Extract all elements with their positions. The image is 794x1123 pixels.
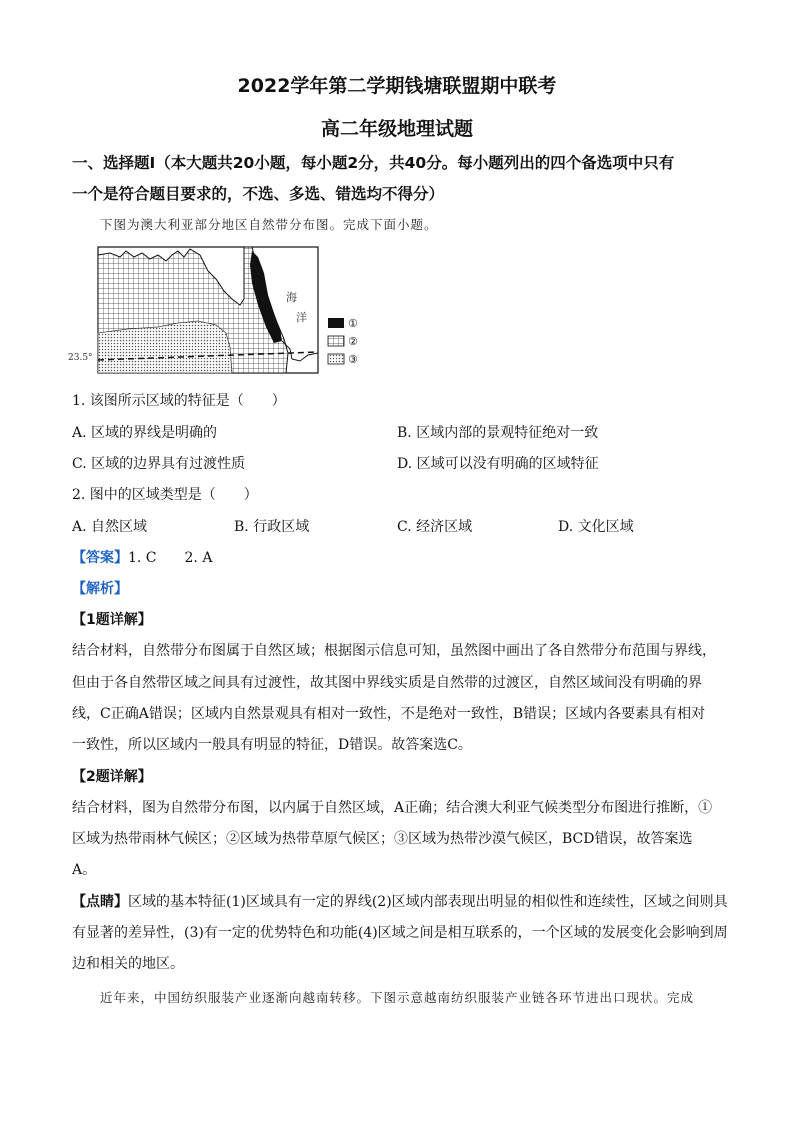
ocean-label-2: 洋 bbox=[296, 311, 307, 324]
comment-tag: 【点睛】 bbox=[72, 894, 128, 910]
ocean-label-1: 海 bbox=[286, 291, 297, 304]
question-2-option-a: A. 自然区域 bbox=[72, 519, 148, 535]
detail-1-line-3: 线，C正确A错误；区域内自然景观具有相对一致性，不是绝对一致性，B错误；区域内各要素具有相对 bbox=[72, 706, 706, 722]
question-2-option-d: D. 文化区域 bbox=[558, 519, 634, 535]
latitude-label: 23.5° bbox=[68, 353, 93, 363]
natural-zone-map bbox=[68, 243, 378, 378]
comment-line-2: 有显著的差异性，(3)有一定的优势特色和功能(4)区域之间是相互联系的，一个区域的发展变化会影响到周 bbox=[72, 925, 728, 941]
question-1-option-c: C. 区域的边界具有过渡性质 bbox=[72, 456, 246, 472]
comment-line-3: 边和相关的地区。 bbox=[72, 956, 184, 972]
detail-1-line-2: 但由于各自然带区域之间具有过渡性，故其图中界线实质是自然带的过渡区，自然区域间没有明确的界 bbox=[72, 675, 702, 691]
question-1-option-b: B. 区域内部的景观特征绝对一致 bbox=[397, 425, 599, 441]
legend-label-1: ① bbox=[348, 317, 358, 330]
question-2-option-b: B. 行政区域 bbox=[234, 519, 310, 535]
answer-tag: 【答案】 bbox=[72, 550, 128, 566]
legend-swatch-1 bbox=[328, 318, 344, 328]
comment-first-text: 区域的基本特征(1)区域具有一定的界线(2)区域内部表现出明显的相似性和连续性，区域之间则具 bbox=[128, 894, 728, 910]
detail-2-line-2: 区域为热带雨林气候区；②区域为热带草原气候区；③区域为热带沙漠气候区，BCD错误，故答案选 bbox=[72, 831, 693, 847]
legend-label-2: ② bbox=[348, 335, 358, 348]
section-heading-line2: 一个是符合题目要求的，不选、多选、错选均不得分） bbox=[72, 185, 445, 203]
detail-2-tag: 【2题详解】 bbox=[72, 769, 152, 785]
detail-2-line-1: 结合材料，图为自然带分布图，以内属于自然区域，A正确；结合澳大利亚气候类型分布图进行推断，① bbox=[72, 800, 713, 816]
page-subtitle: 高二年级地理试题 bbox=[320, 118, 473, 140]
figure-intro: 下图为澳大利亚部分地区自然带分布图。完成下面小题。 bbox=[100, 217, 438, 232]
question-2-stem: 2. 图中的区域类型是（ ） bbox=[72, 487, 258, 503]
detail-1-tag: 【1题详解】 bbox=[72, 612, 152, 628]
legend-label-3: ③ bbox=[348, 353, 358, 366]
question-1-option-a: A. 区域的界线是明确的 bbox=[72, 425, 218, 441]
question-1-stem: 1. 该图所示区域的特征是（ ） bbox=[72, 393, 286, 409]
detail-2-line-3: A。 bbox=[72, 862, 97, 878]
question-1-option-d: D. 区域可以没有明确的区域特征 bbox=[397, 456, 599, 472]
comment-first-line bbox=[72, 891, 728, 911]
legend-swatch-2 bbox=[328, 336, 344, 346]
detail-1-line-1: 结合材料，自然带分布图属于自然区域；根据图示信息可知，虽然图中画出了各自然带分布范围与界线， bbox=[72, 643, 716, 659]
analysis-tag: 【解析】 bbox=[72, 581, 128, 597]
answer-text: 1. C 2. A bbox=[128, 550, 213, 566]
section-heading-line1: 一、选择题Ⅰ（本大题共20小题，每小题2分，共40分。每小题列出的四个备选项中只有 bbox=[72, 154, 675, 172]
next-intro: 近年来，中国纺织服装产业逐渐向越南转移。下图示意越南纺织服装产业链各环节进出口现状。完成 bbox=[100, 990, 695, 1005]
question-2-option-c: C. 经济区域 bbox=[397, 519, 473, 535]
page-title: 2022学年第二学期钱塘联盟期中联考 bbox=[237, 75, 557, 97]
detail-1-line-4: 一致性，所以区域内一般具有明显的特征，D错误。故答案选C。 bbox=[72, 737, 472, 753]
legend-swatch-3 bbox=[328, 354, 344, 364]
answer-line bbox=[72, 547, 212, 567]
